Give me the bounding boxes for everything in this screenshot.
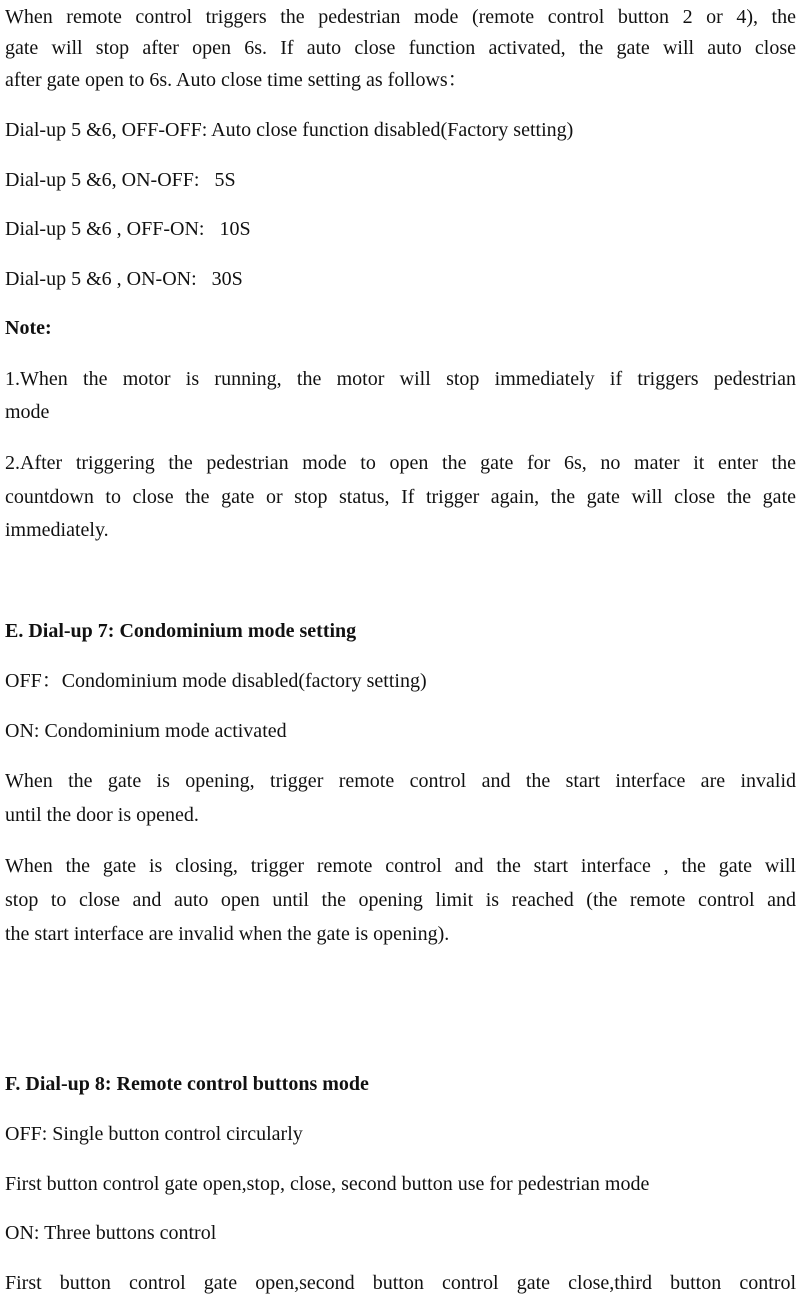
setting-off-off: Dial-up 5 &6, OFF-OFF: Auto close function disabled(Factory setting) — [5, 119, 574, 141]
pedestrian-paragraph-line-2: gate will stop after open 6s. If auto close function activated, the gate will auto close — [5, 37, 796, 59]
setting-off-on: Dial-up 5 &6 , OFF-ON: 10S — [5, 218, 251, 240]
section-e-heading: E. Dial-up 7: Condominium mode setting — [5, 620, 357, 642]
pedestrian-paragraph-line-1: When remote control triggers the pedestrian mode (remote control button 2 or 4), the — [5, 6, 796, 28]
section-e-off: OFF：Condominium mode disabled(factory setting) — [5, 670, 427, 692]
section-f-off-description: First button control gate open,stop, close, second button use for pedestrian mode — [5, 1173, 650, 1195]
setting-on-on: Dial-up 5 &6 , ON-ON: 30S — [5, 268, 243, 290]
section-f-on: ON: Three buttons control — [5, 1222, 217, 1244]
note-1-line-2: mode — [5, 401, 50, 423]
note-2-line-1: 2.After triggering the pedestrian mode to open the gate for 6s, no mater it enter the — [5, 452, 796, 474]
section-e-para-1-line-1: When the gate is opening, trigger remote control and the start interface are invalid — [5, 770, 796, 792]
section-f-heading: F. Dial-up 8: Remote control buttons mode — [5, 1073, 369, 1095]
setting-on-off: Dial-up 5 &6, ON-OFF: 5S — [5, 169, 236, 191]
section-f-off: OFF: Single button control circularly — [5, 1123, 303, 1145]
pedestrian-paragraph-line-3: after gate open to 6s. Auto close time setting as follows： — [5, 69, 468, 91]
section-e-para-1-line-2: until the door is opened. — [5, 804, 199, 826]
section-f-on-description: First button control gate open,second button control gate close,third button control — [5, 1272, 796, 1294]
section-e-on: ON: Condominium mode activated — [5, 720, 287, 742]
note-2-line-2: countdown to close the gate or stop status, If trigger again, the gate will close the gate — [5, 486, 796, 508]
note-heading: Note: — [5, 317, 52, 339]
note-2-line-3: immediately. — [5, 519, 109, 541]
section-e-para-2-line-2: stop to close and auto open until the opening limit is reached (the remote control and — [5, 889, 796, 911]
note-1-line-1: 1.When the motor is running, the motor will stop immediately if triggers pedestrian — [5, 368, 796, 390]
section-e-para-2-line-3: the start interface are invalid when the gate is opening). — [5, 923, 450, 945]
section-e-para-2-line-1: When the gate is closing, trigger remote control and the start interface , the gate will — [5, 855, 796, 877]
